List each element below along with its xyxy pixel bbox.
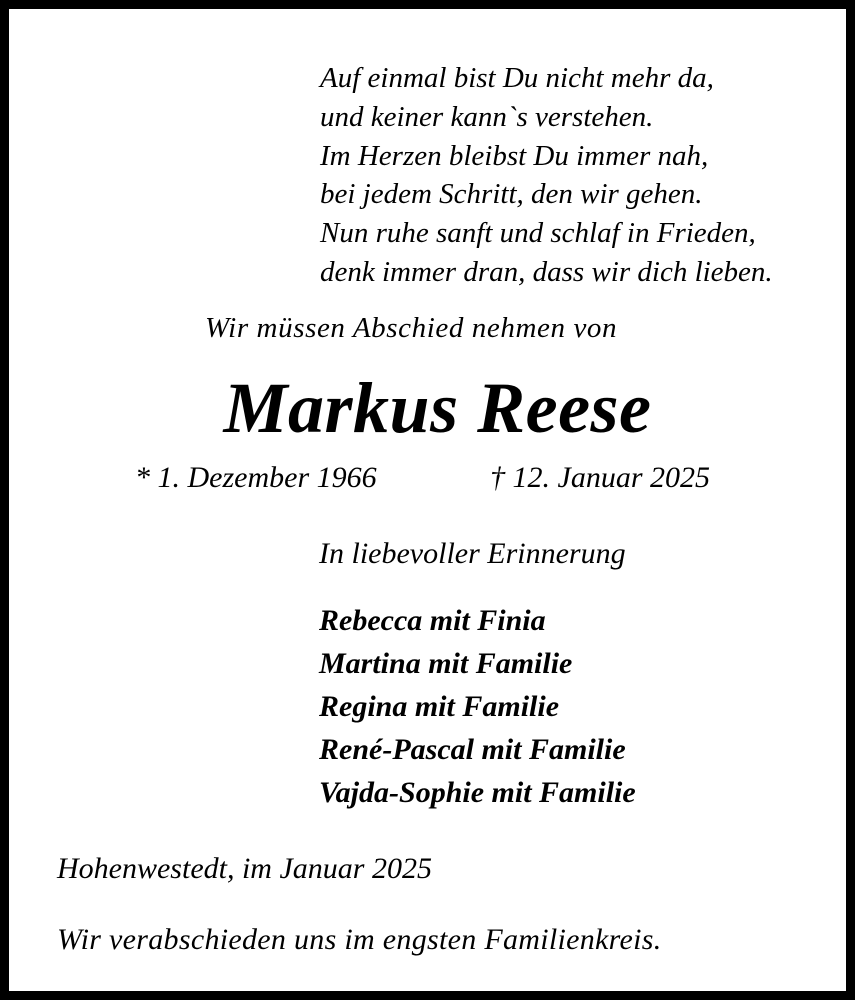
mourner-name: Vajda-Sophie mit Familie xyxy=(319,776,636,809)
poem-line: Im Herzen bleibst Du immer nah, xyxy=(320,139,709,172)
farewell-intro: Wir müssen Abschied nehmen von xyxy=(205,312,618,344)
poem-line: Auf einmal bist Du nicht mehr da, xyxy=(320,62,714,94)
mourner-name: René-Pascal mit Familie xyxy=(319,733,626,766)
mourners-list xyxy=(319,599,636,814)
birth-date: * 1. Dezember 1966 xyxy=(135,461,377,494)
deceased-name: Markus Reese xyxy=(223,368,652,448)
poem-line: denk immer dran, dass wir dich lieben. xyxy=(320,255,773,288)
mourner-name: Regina mit Familie xyxy=(319,690,560,723)
memorial-poem xyxy=(320,59,773,292)
poem-line: bei jedem Schritt, den wir gehen. xyxy=(320,178,703,211)
mourner-name: Martina mit Familie xyxy=(319,647,573,680)
memory-line: In liebevoller Erinnerung xyxy=(319,537,626,570)
poem-line: und keiner kann`s verstehen. xyxy=(320,100,654,133)
poem-line: Nun ruhe sanft und schlaf in Frieden, xyxy=(320,217,756,250)
farewell-note: Wir verabschieden uns im engsten Familienkreis. xyxy=(57,923,662,956)
place-and-date: Hohenwestedt, im Januar 2025 xyxy=(57,852,432,885)
mourner-name: Rebecca mit Finia xyxy=(319,604,546,637)
death-date: † 12. Januar 2025 xyxy=(490,461,710,494)
